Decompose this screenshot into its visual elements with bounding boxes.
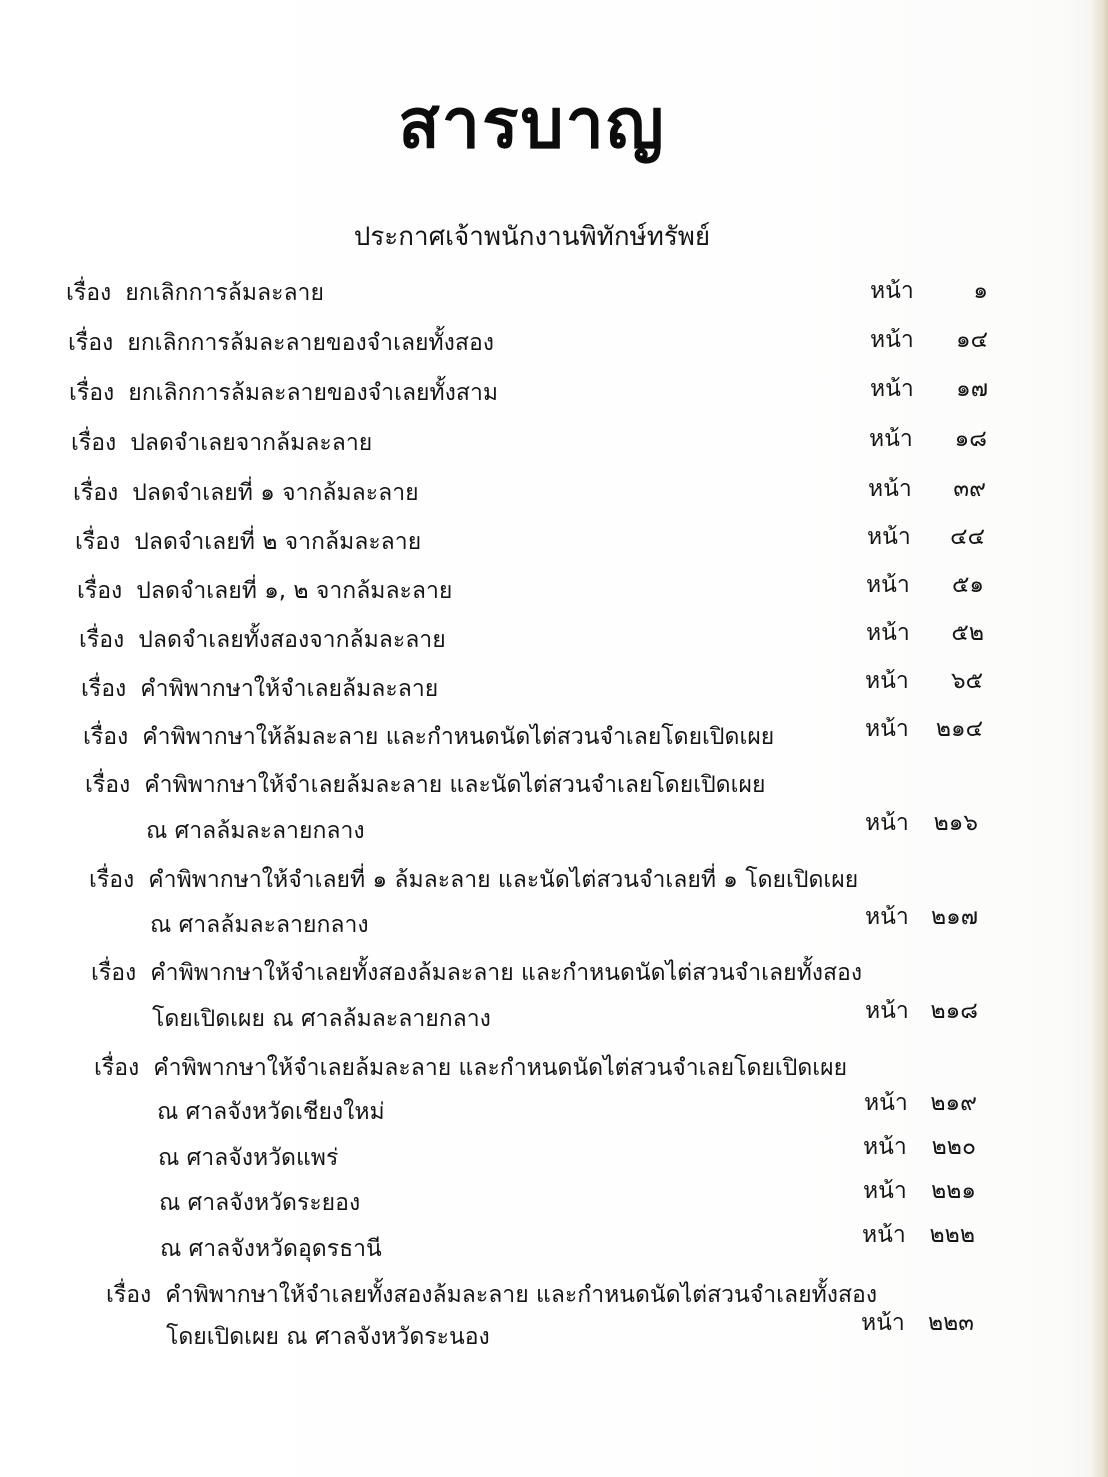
entry-keyword: เรื่อง: [91, 960, 137, 986]
page-label: หน้า: [865, 810, 909, 836]
entry-topic: คำพิพากษาให้จำเลยทั้งสองล้มละลาย และกำหนดนัดไต่สวนจำเลยทั้งสอง: [150, 960, 863, 986]
toc-page-ref: [866, 618, 984, 648]
page-number: ๕๒: [951, 620, 984, 646]
toc-entry: [77, 576, 452, 606]
toc-page-ref: [865, 902, 978, 932]
page-number: ๖๕: [950, 668, 983, 694]
entry-topic: ปลดจำเลยที่ ๑ จากล้มละลาย: [132, 480, 419, 506]
page-label: หน้า: [866, 572, 910, 598]
entry-topic: คำพิพากษาให้จำเลยทั้งสองล้มละลาย และกำหนดนัดไต่สวนจำเลยทั้งสอง: [165, 1282, 878, 1308]
page-number: ๒๑๔: [935, 716, 983, 742]
page-label: หน้า: [869, 426, 913, 452]
page-number: ๒๒๑: [931, 1178, 976, 1204]
page-number: ๔๔: [950, 524, 985, 550]
toc-entry: [75, 527, 421, 557]
page-label: หน้า: [870, 327, 914, 353]
entry-topic: คำพิพากษาให้ล้มละลาย และกำหนดนัดไต่สวนจำเลยโดยเปิดเผย: [142, 724, 775, 750]
toc-entry: [68, 328, 494, 358]
entry-keyword: เรื่อง: [77, 578, 123, 604]
entry-keyword: เรื่อง: [68, 330, 114, 356]
entry-keyword: เรื่อง: [81, 676, 127, 702]
toc-entry: [94, 1053, 847, 1083]
page-label: หน้า: [861, 1310, 905, 1336]
entry-topic: ปลดจำเลยทั้งสองจากล้มละลาย: [138, 627, 446, 653]
page-number: ๒๒๐: [931, 1134, 976, 1160]
entry-topic: คำพิพากษาให้จำเลยล้มละลาย และนัดไต่สวนจำเลยโดยเปิดเผย: [144, 772, 766, 798]
toc-page-ref: [866, 570, 984, 600]
toc-page-ref: [870, 374, 988, 404]
page-number: ๕๑: [951, 572, 984, 598]
entry-topic: ยกเลิกการล้มละลายของจำเลยทั้งสอง: [127, 330, 494, 356]
entry-topic: ปลดจำเลยที่ ๑, ๒ จากล้มละลาย: [136, 578, 453, 604]
page-number: ๒๑๖: [933, 810, 978, 836]
page-title: สารบาญ: [398, 85, 666, 164]
page-number: ๒๒๓: [927, 1310, 974, 1336]
page-label: หน้า: [863, 1134, 907, 1160]
toc-entry: [71, 428, 372, 458]
toc-page-ref: [861, 1308, 974, 1338]
section-subtitle: ประกาศเจ้าพนักงานพิทักษ์ทรัพย์: [353, 222, 711, 252]
toc-entry: [89, 865, 858, 895]
toc-entry: [79, 625, 446, 655]
toc-entry: [66, 278, 324, 308]
page-number: ๒๑๘: [930, 998, 978, 1024]
toc-sub-item: ณ ศาลจังหวัดเชียงใหม่: [157, 1099, 385, 1125]
toc-entry-continuation: ณ ศาลล้มละลายกลาง: [146, 818, 365, 844]
entry-topic: ปลดจำเลยที่ ๒ จากล้มละลาย: [134, 529, 422, 555]
page-number: ๑๗: [956, 376, 988, 402]
entry-topic: คำพิพากษาให้จำเลยที่ ๑ ล้มละลาย และนัดไต่สวนจำเลยที่ ๑ โดยเปิดเผย: [148, 867, 859, 893]
toc-entry: [106, 1280, 877, 1310]
toc-page-ref: [870, 325, 988, 355]
entry-topic: ปลดจำเลยจากล้มละลาย: [130, 430, 373, 456]
toc-page-ref: [865, 808, 978, 838]
page-label: หน้า: [863, 1178, 907, 1204]
page-label: หน้า: [865, 716, 909, 742]
toc-entry: [73, 478, 419, 508]
entry-keyword: เรื่อง: [79, 627, 125, 653]
toc-sub-item: ณ ศาลจังหวัดแพร่: [158, 1145, 339, 1171]
entry-keyword: เรื่อง: [71, 430, 117, 456]
toc-page-ref: [869, 424, 987, 454]
entry-topic: ยกเลิกการล้มละลายของจำเลยทั้งสาม: [128, 380, 499, 406]
page-label: หน้า: [868, 476, 912, 502]
page-number: ๒๑๗: [930, 904, 978, 930]
toc-sub-item: ณ ศาลจังหวัดอุดรธานี: [160, 1236, 382, 1262]
toc-page-ref: [870, 276, 988, 306]
page-label: หน้า: [865, 668, 909, 694]
entry-topic: ยกเลิกการล้มละลาย: [125, 280, 324, 306]
toc-entry: [83, 722, 774, 752]
page-number: ๓๙: [953, 476, 986, 502]
toc-entry-continuation: โดยเปิดเผย ณ ศาลจังหวัดระนอง: [166, 1324, 490, 1350]
page-number: ๒๑๙: [930, 1090, 977, 1116]
toc-entry: [81, 674, 438, 704]
entry-keyword: เรื่อง: [73, 480, 119, 506]
page-label: หน้า: [865, 998, 909, 1024]
toc-page-ref: [868, 474, 986, 504]
entry-keyword: เรื่อง: [83, 724, 129, 750]
toc-page-ref: [863, 1132, 976, 1162]
entry-keyword: เรื่อง: [94, 1055, 140, 1081]
entry-topic: คำพิพากษาให้จำเลยล้มละลาย และกำหนดนัดไต่สวนจำเลยโดยเปิดเผย: [153, 1055, 848, 1081]
toc-page-ref: [864, 1088, 977, 1118]
page-number: ๑๔: [955, 327, 988, 353]
page-label: หน้า: [862, 1222, 906, 1248]
toc-entry: [85, 770, 765, 800]
page-number: ๑๘: [954, 426, 987, 452]
page-label: หน้า: [865, 904, 909, 930]
page-label: หน้า: [870, 376, 914, 402]
entry-keyword: เรื่อง: [75, 529, 121, 555]
entry-keyword: เรื่อง: [106, 1282, 152, 1308]
toc-page-ref: [865, 714, 983, 744]
toc-sub-item: ณ ศาลจังหวัดระยอง: [159, 1190, 361, 1216]
entry-keyword: เรื่อง: [69, 380, 115, 406]
page-number: ๑: [973, 278, 988, 304]
toc-page-ref: [862, 1220, 975, 1250]
page-label: หน้า: [867, 524, 911, 550]
toc-entry-continuation: ณ ศาลล้มละลายกลาง: [150, 912, 369, 938]
entry-topic: คำพิพากษาให้จำเลยล้มละลาย: [140, 676, 439, 702]
toc-page-ref: [867, 522, 985, 552]
toc-page-ref: [865, 996, 978, 1026]
toc-entry: [69, 378, 498, 408]
page-label: หน้า: [870, 278, 914, 304]
entry-keyword: เรื่อง: [85, 772, 131, 798]
toc-entry-continuation: โดยเปิดเผย ณ ศาลล้มละลายกลาง: [152, 1006, 491, 1032]
entry-keyword: เรื่อง: [89, 867, 135, 893]
page-label: หน้า: [866, 620, 910, 646]
toc-page-ref: [863, 1176, 976, 1206]
page-label: หน้า: [864, 1090, 908, 1116]
toc-page-ref: [865, 666, 983, 696]
entry-keyword: เรื่อง: [66, 280, 112, 306]
page-number: ๒๒๒: [929, 1222, 975, 1248]
toc-entry: [91, 958, 862, 988]
page-edge-shadow: [1090, 0, 1108, 1477]
